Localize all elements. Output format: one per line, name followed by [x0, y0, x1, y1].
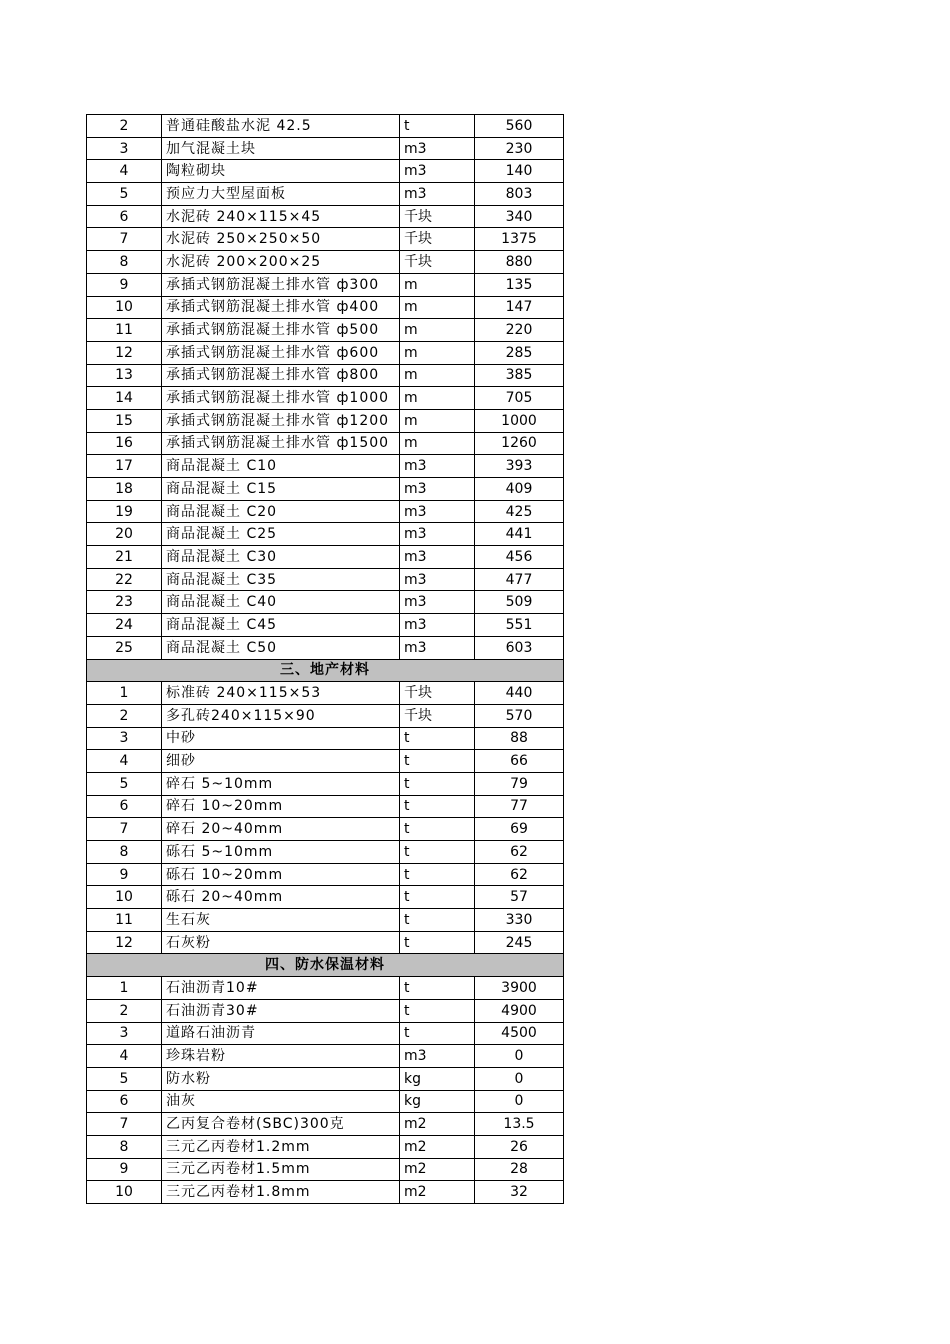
price-cell: 603	[475, 636, 564, 659]
unit-cell: m2	[400, 1113, 475, 1136]
price-cell: 4500	[475, 1022, 564, 1045]
unit-cell: t	[400, 931, 475, 954]
unit-cell: t	[400, 750, 475, 773]
price-cell: 230	[475, 137, 564, 160]
price-cell: 570	[475, 704, 564, 727]
item-number: 4	[87, 160, 162, 183]
material-name: 多孔砖240×115×90	[162, 704, 400, 727]
price-cell: 551	[475, 614, 564, 637]
material-name: 承插式钢筋混凝土排水管 ф1000	[162, 387, 400, 410]
item-number: 14	[87, 387, 162, 410]
table-row	[87, 364, 564, 387]
table-row	[87, 1045, 564, 1068]
unit-cell: 千块	[400, 251, 475, 274]
unit-cell: t	[400, 977, 475, 1000]
item-number: 16	[87, 432, 162, 455]
item-number: 10	[87, 1181, 162, 1204]
material-name: 水泥砖 200×200×25	[162, 251, 400, 274]
item-number: 18	[87, 478, 162, 501]
table-row	[87, 1181, 564, 1204]
price-cell: 440	[475, 682, 564, 705]
material-name: 防水粉	[162, 1067, 400, 1090]
table-row	[87, 409, 564, 432]
item-number: 7	[87, 818, 162, 841]
table-row	[87, 591, 564, 614]
item-number: 5	[87, 1067, 162, 1090]
unit-cell: t	[400, 772, 475, 795]
material-name: 承插式钢筋混凝土排水管 ф600	[162, 341, 400, 364]
material-name: 陶粒砌块	[162, 160, 400, 183]
material-name: 商品混凝土 C10	[162, 455, 400, 478]
price-cell: 62	[475, 841, 564, 864]
unit-cell: m	[400, 409, 475, 432]
price-cell: 456	[475, 546, 564, 569]
material-name: 承插式钢筋混凝土排水管 ф500	[162, 319, 400, 342]
price-cell: 62	[475, 863, 564, 886]
table-row	[87, 682, 564, 705]
price-cell: 509	[475, 591, 564, 614]
table-row	[87, 750, 564, 773]
price-cell: 28	[475, 1158, 564, 1181]
price-cell: 69	[475, 818, 564, 841]
unit-cell: m3	[400, 591, 475, 614]
material-name: 商品混凝土 C20	[162, 500, 400, 523]
material-name: 商品混凝土 C30	[162, 546, 400, 569]
price-cell: 245	[475, 931, 564, 954]
table-row	[87, 727, 564, 750]
item-number: 17	[87, 455, 162, 478]
unit-cell: t	[400, 863, 475, 886]
item-number: 1	[87, 682, 162, 705]
item-number: 6	[87, 205, 162, 228]
price-cell: 0	[475, 1090, 564, 1113]
table-row	[87, 546, 564, 569]
material-name: 加气混凝土块	[162, 137, 400, 160]
material-name: 预应力大型屋面板	[162, 183, 400, 206]
unit-cell: t	[400, 909, 475, 932]
unit-cell: m3	[400, 500, 475, 523]
unit-cell: 千块	[400, 228, 475, 251]
material-name: 道路石油沥青	[162, 1022, 400, 1045]
unit-cell: 千块	[400, 682, 475, 705]
price-cell: 88	[475, 727, 564, 750]
item-number: 24	[87, 614, 162, 637]
price-cell: 135	[475, 273, 564, 296]
price-cell: 57	[475, 886, 564, 909]
item-number: 9	[87, 1158, 162, 1181]
item-number: 9	[87, 863, 162, 886]
price-cell: 32	[475, 1181, 564, 1204]
unit-cell: t	[400, 999, 475, 1022]
price-cell: 1375	[475, 228, 564, 251]
section-title: 四、防水保温材料	[87, 954, 564, 977]
unit-cell: m3	[400, 183, 475, 206]
material-name: 三元乙丙卷材1.8mm	[162, 1181, 400, 1204]
table-row	[87, 772, 564, 795]
unit-cell: t	[400, 795, 475, 818]
item-number: 22	[87, 568, 162, 591]
price-cell: 79	[475, 772, 564, 795]
table-row	[87, 1113, 564, 1136]
unit-cell: m3	[400, 478, 475, 501]
unit-cell: m2	[400, 1181, 475, 1204]
table-row	[87, 909, 564, 932]
material-name: 商品混凝土 C15	[162, 478, 400, 501]
table-row	[87, 704, 564, 727]
table-row	[87, 636, 564, 659]
material-name: 普通硅酸盐水泥 42.5	[162, 115, 400, 138]
table-row	[87, 818, 564, 841]
item-number: 25	[87, 636, 162, 659]
item-number: 12	[87, 931, 162, 954]
material-name: 石灰粉	[162, 931, 400, 954]
unit-cell: m3	[400, 455, 475, 478]
item-number: 7	[87, 1113, 162, 1136]
table-row	[87, 523, 564, 546]
material-name: 商品混凝土 C50	[162, 636, 400, 659]
table-row	[87, 614, 564, 637]
price-cell: 393	[475, 455, 564, 478]
table-row	[87, 500, 564, 523]
unit-cell: m3	[400, 546, 475, 569]
table-row	[87, 795, 564, 818]
price-cell: 0	[475, 1067, 564, 1090]
unit-cell: m3	[400, 523, 475, 546]
unit-cell: kg	[400, 1090, 475, 1113]
material-name: 生石灰	[162, 909, 400, 932]
unit-cell: t	[400, 1022, 475, 1045]
material-name: 商品混凝土 C45	[162, 614, 400, 637]
unit-cell: m	[400, 387, 475, 410]
item-number: 12	[87, 341, 162, 364]
table-row	[87, 341, 564, 364]
price-cell: 385	[475, 364, 564, 387]
item-number: 6	[87, 1090, 162, 1113]
unit-cell: m	[400, 319, 475, 342]
item-number: 8	[87, 1135, 162, 1158]
item-number: 23	[87, 591, 162, 614]
material-name: 商品混凝土 C35	[162, 568, 400, 591]
price-cell: 285	[475, 341, 564, 364]
table-row	[87, 115, 564, 138]
material-name: 承插式钢筋混凝土排水管 ф300	[162, 273, 400, 296]
material-name: 砾石 20~40mm	[162, 886, 400, 909]
item-number: 5	[87, 772, 162, 795]
item-number: 2	[87, 999, 162, 1022]
table-row	[87, 886, 564, 909]
table-row	[87, 1090, 564, 1113]
table-row	[87, 273, 564, 296]
item-number: 2	[87, 704, 162, 727]
price-cell: 330	[475, 909, 564, 932]
price-cell: 13.5	[475, 1113, 564, 1136]
price-cell: 140	[475, 160, 564, 183]
table-row	[87, 1067, 564, 1090]
unit-cell: m3	[400, 614, 475, 637]
material-name: 中砂	[162, 727, 400, 750]
item-number: 3	[87, 1022, 162, 1045]
table-row	[87, 478, 564, 501]
price-cell: 441	[475, 523, 564, 546]
table-row	[87, 977, 564, 1000]
item-number: 15	[87, 409, 162, 432]
material-name: 承插式钢筋混凝土排水管 ф1500	[162, 432, 400, 455]
price-cell: 477	[475, 568, 564, 591]
unit-cell: m	[400, 432, 475, 455]
item-number: 4	[87, 750, 162, 773]
unit-cell: m3	[400, 636, 475, 659]
material-name: 细砂	[162, 750, 400, 773]
item-number: 20	[87, 523, 162, 546]
material-name: 石油沥青10#	[162, 977, 400, 1000]
table-row	[87, 205, 564, 228]
item-number: 21	[87, 546, 162, 569]
item-number: 3	[87, 137, 162, 160]
price-cell: 1260	[475, 432, 564, 455]
table-row	[87, 455, 564, 478]
unit-cell: 千块	[400, 205, 475, 228]
unit-cell: m	[400, 296, 475, 319]
material-name: 三元乙丙卷材1.2mm	[162, 1135, 400, 1158]
material-name: 碎石 5~10mm	[162, 772, 400, 795]
table-row	[87, 1135, 564, 1158]
unit-cell: m	[400, 364, 475, 387]
table-row	[87, 160, 564, 183]
price-cell: 66	[475, 750, 564, 773]
material-name: 商品混凝土 C25	[162, 523, 400, 546]
price-cell: 26	[475, 1135, 564, 1158]
material-name: 水泥砖 250×250×50	[162, 228, 400, 251]
item-number: 6	[87, 795, 162, 818]
price-cell: 880	[475, 251, 564, 274]
price-cell: 1000	[475, 409, 564, 432]
material-name: 标准砖 240×115×53	[162, 682, 400, 705]
section-header-row	[87, 954, 564, 977]
table-row	[87, 137, 564, 160]
price-cell: 803	[475, 183, 564, 206]
table-row	[87, 432, 564, 455]
item-number: 13	[87, 364, 162, 387]
material-name: 碎石 10~20mm	[162, 795, 400, 818]
price-cell: 409	[475, 478, 564, 501]
unit-cell: m3	[400, 1045, 475, 1068]
table-row	[87, 999, 564, 1022]
item-number: 11	[87, 909, 162, 932]
unit-cell: t	[400, 115, 475, 138]
material-price-table	[86, 114, 564, 1204]
item-number: 10	[87, 886, 162, 909]
item-number: 11	[87, 319, 162, 342]
unit-cell: t	[400, 818, 475, 841]
unit-cell: t	[400, 727, 475, 750]
item-number: 19	[87, 500, 162, 523]
price-cell: 3900	[475, 977, 564, 1000]
item-number: 5	[87, 183, 162, 206]
table-row	[87, 183, 564, 206]
unit-cell: m3	[400, 568, 475, 591]
item-number: 8	[87, 251, 162, 274]
item-number: 10	[87, 296, 162, 319]
material-name: 砾石 5~10mm	[162, 841, 400, 864]
section-title: 三、地产材料	[87, 659, 564, 682]
material-name: 商品混凝土 C40	[162, 591, 400, 614]
price-cell: 705	[475, 387, 564, 410]
table-body	[87, 115, 564, 1204]
table-row	[87, 1022, 564, 1045]
price-cell: 560	[475, 115, 564, 138]
material-name: 水泥砖 240×115×45	[162, 205, 400, 228]
unit-cell: m2	[400, 1158, 475, 1181]
material-name: 乙丙复合卷材(SBC)300克	[162, 1113, 400, 1136]
material-name: 碎石 20~40mm	[162, 818, 400, 841]
material-name: 承插式钢筋混凝土排水管 ф1200	[162, 409, 400, 432]
table-row	[87, 387, 564, 410]
section-header-row	[87, 659, 564, 682]
unit-cell: m3	[400, 137, 475, 160]
table-row	[87, 931, 564, 954]
material-name: 油灰	[162, 1090, 400, 1113]
table-row	[87, 863, 564, 886]
material-name: 三元乙丙卷材1.5mm	[162, 1158, 400, 1181]
price-cell: 147	[475, 296, 564, 319]
unit-cell: kg	[400, 1067, 475, 1090]
material-name: 承插式钢筋混凝土排水管 ф400	[162, 296, 400, 319]
unit-cell: m3	[400, 160, 475, 183]
table-row	[87, 841, 564, 864]
item-number: 7	[87, 228, 162, 251]
price-cell: 220	[475, 319, 564, 342]
table-row	[87, 1158, 564, 1181]
item-number: 4	[87, 1045, 162, 1068]
unit-cell: 千块	[400, 704, 475, 727]
table-row	[87, 568, 564, 591]
table-row	[87, 251, 564, 274]
unit-cell: m	[400, 273, 475, 296]
table-row	[87, 228, 564, 251]
unit-cell: t	[400, 886, 475, 909]
material-name: 珍珠岩粉	[162, 1045, 400, 1068]
item-number: 2	[87, 115, 162, 138]
price-cell: 425	[475, 500, 564, 523]
unit-cell: m2	[400, 1135, 475, 1158]
unit-cell: t	[400, 841, 475, 864]
material-name: 砾石 10~20mm	[162, 863, 400, 886]
table-row	[87, 296, 564, 319]
material-name: 承插式钢筋混凝土排水管 ф800	[162, 364, 400, 387]
table-row	[87, 319, 564, 342]
material-name: 石油沥青30#	[162, 999, 400, 1022]
price-cell: 4900	[475, 999, 564, 1022]
price-cell: 0	[475, 1045, 564, 1068]
item-number: 3	[87, 727, 162, 750]
item-number: 8	[87, 841, 162, 864]
unit-cell: m	[400, 341, 475, 364]
price-cell: 77	[475, 795, 564, 818]
item-number: 1	[87, 977, 162, 1000]
price-cell: 340	[475, 205, 564, 228]
item-number: 9	[87, 273, 162, 296]
